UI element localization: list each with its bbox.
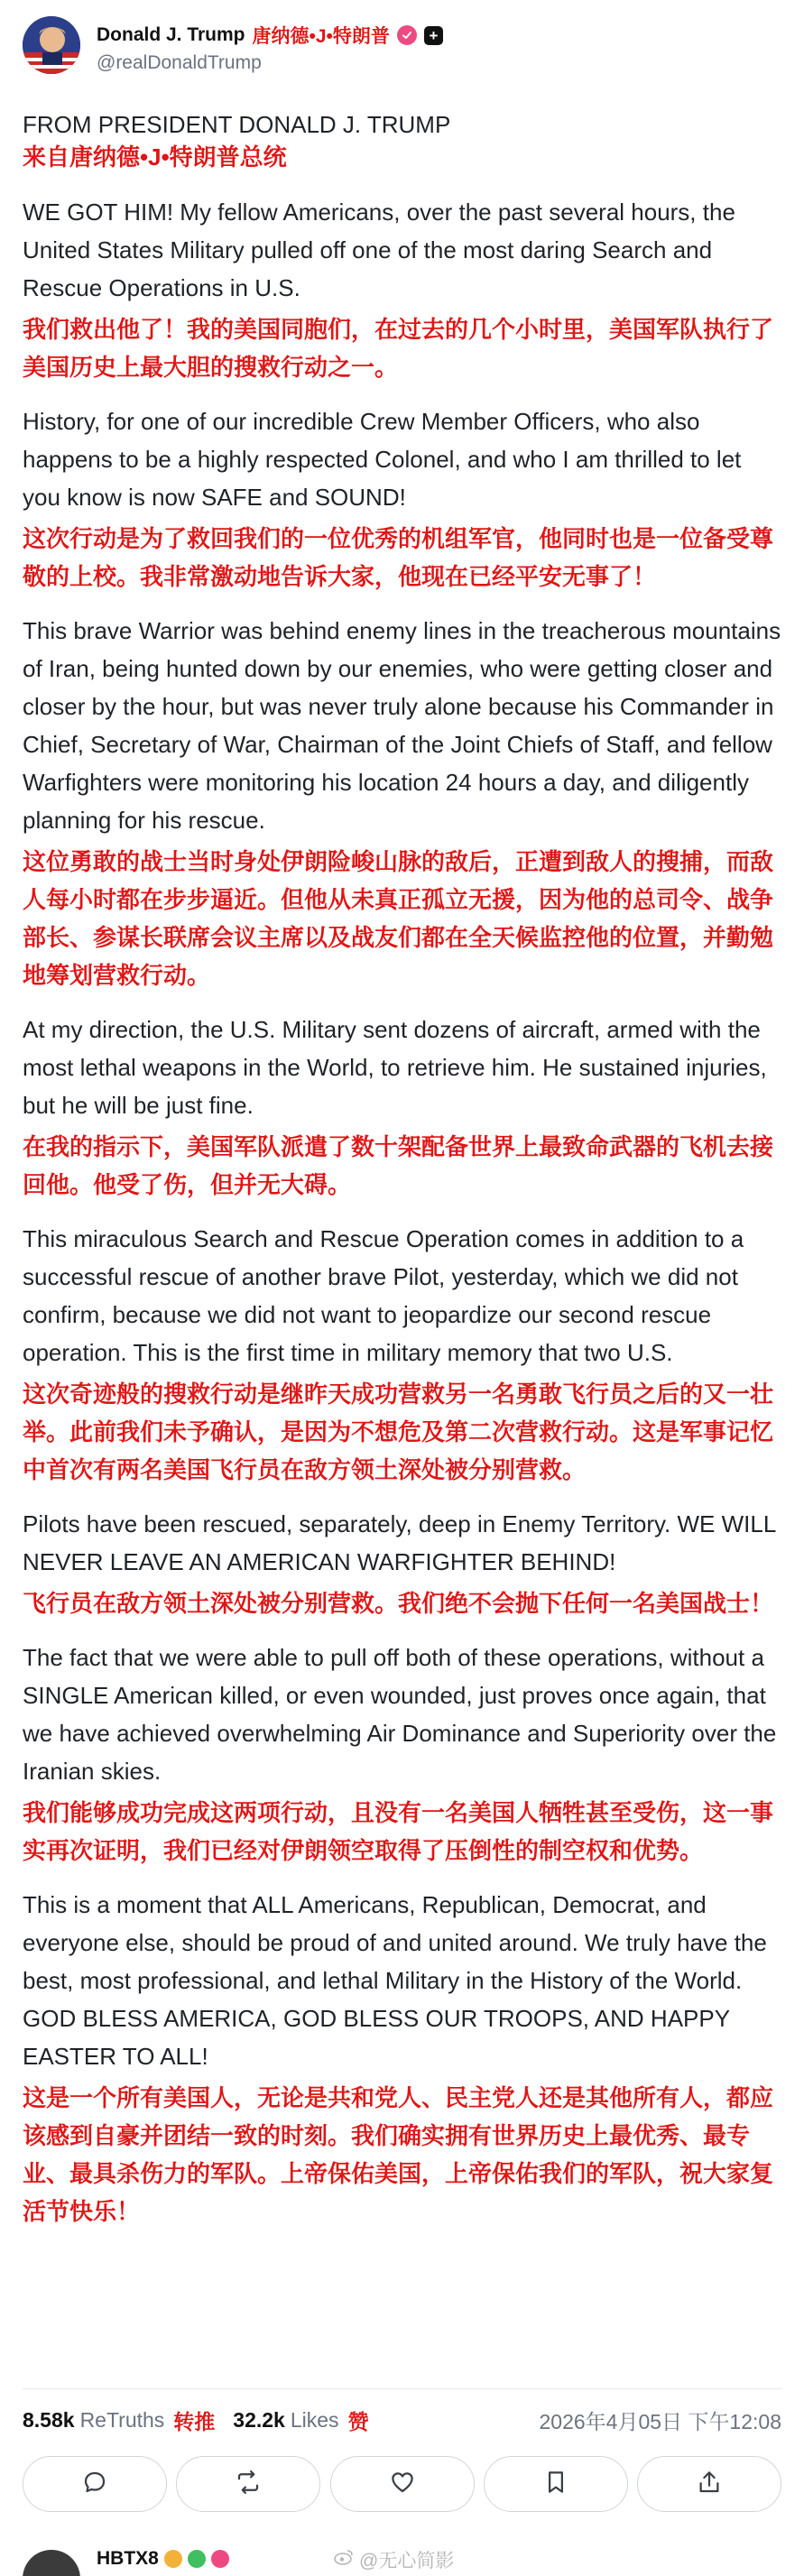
paragraph-zh: 我们能够成功完成这两项行动，且没有一名美国人牺牲甚至受伤，这一事实再次证明，我们已经对伊朗领空取得了压倒性的制空权和优势。 bbox=[23, 1799, 774, 1864]
retruth-button[interactable] bbox=[176, 2456, 320, 2512]
like-icon bbox=[389, 2469, 416, 2500]
paragraph-en: This is a moment that ALL Americans, Republican, Democrat, and everyone else, should be proud of and united around. We truly have the best, most professional, and lethal Military in the History of the World. GOD BLESS AMERICA, GOD BLESS OUR TROOPS, AND HAPPY EASTER TO ALL! bbox=[23, 1891, 767, 2070]
paragraph-en: This brave Warrior was behind enemy lines in the treacherous mountains of Iran, being hunted down by our enemies, who were getting closer and closer by the hour, but was never truly alone because his Commander in Chief, Secretary of War, Chairman of the Joint Chiefs of Staff, and fellow Warfighters were monitoring his location 24 hours a day, and diligently planning for his rescue. bbox=[23, 617, 781, 834]
likes-translation: 赞 bbox=[347, 2409, 369, 2433]
paragraph-en: The fact that we were able to pull off both of these operations, without a SINGLE American killed, or even wounded, just proves once again, that we have achieved overwhelming Air Dominance and Superiority over the Iranian skies. bbox=[23, 1644, 777, 1785]
next-post-author-row bbox=[97, 2548, 229, 2570]
emoji-icon bbox=[188, 2550, 206, 2568]
paragraph-zh: 在我的指示下，美国军队派遣了数十架配备世界上最致命武器的飞机去接回他。他受了伤，但并无大碍。 bbox=[23, 1133, 774, 1198]
paragraph-zh: 这次奇迹般的搜救行动是继昨天成功营救另一名勇敢飞行员之后的又一壮举。此前我们未予确认，是因为不想危及第二次营救行动。这是军事记忆中首次有两名美国飞行员在敌方领土深处被分别营救。 bbox=[23, 1380, 774, 1483]
paragraph-en: History, for one of our incredible Crew Member Officers, who also happens to be a highly respected Colonel, and who I am thrilled to let you know is now SAFE and SOUND! bbox=[23, 408, 742, 511]
watermark bbox=[334, 2546, 454, 2573]
author-name-translation: 唐纳德•J•特朗普 bbox=[252, 26, 390, 47]
author-handle[interactable]: @realDonaldTrump bbox=[97, 52, 262, 73]
reply-button[interactable] bbox=[23, 2456, 167, 2512]
next-post-author-name[interactable]: HBTX8 bbox=[97, 2548, 159, 2569]
paragraph-zh: 这次行动是为了救回我们的一位优秀的机组军官，他同时也是一位备受尊敬的上校。我非常激动地告诉大家，他现在已经平安无事了！ bbox=[23, 525, 774, 590]
emoji-icon bbox=[164, 2550, 182, 2568]
post-timestamp: 2026年4月05日 下午12:08 bbox=[539, 2409, 781, 2433]
divider bbox=[23, 2388, 781, 2389]
plus-badge-icon: + bbox=[424, 26, 443, 45]
post-body bbox=[23, 108, 785, 2247]
share-button[interactable] bbox=[637, 2456, 781, 2512]
post-title: FROM PRESIDENT DONALD J. TRUMP bbox=[23, 111, 451, 138]
retruths-label[interactable]: ReTruths bbox=[79, 2407, 165, 2432]
author-name-row bbox=[97, 22, 443, 49]
paragraph-en: This miraculous Search and Rescue Operation comes in addition to a successful rescue of another brave Pilot, yesterday, which we did not confirm, because we did not want to jeopardize our second rescue operation. This is the first time in military memory that two U.S. bbox=[23, 1225, 744, 1366]
share-icon bbox=[696, 2469, 723, 2500]
retruths-count[interactable]: 8.58k bbox=[23, 2407, 75, 2432]
post-stats bbox=[23, 2404, 781, 2436]
paragraph-zh: 这位勇敢的战士当时身处伊朗险峻山脉的敌后，正遭到敌人的搜捕，而敌人每小时都在步步逼近。但他从未真正孤立无援，因为他的总司令、战争部长、参谋长联席会议主席以及战友们都在全天候监控他的位置，并勤勉地筹划营救行动。 bbox=[23, 848, 774, 989]
avatar[interactable] bbox=[23, 16, 80, 74]
paragraph-en: At my direction, the U.S. Military sent dozens of aircraft, armed with the most lethal weapons in the World, to retrieve him. He sustained injuries, but he will be just fine. bbox=[23, 1016, 767, 1119]
paragraph-en: WE GOT HIM! My fellow Americans, over the past several hours, the United States Military pulled off one of the most daring Search and Rescue Operations in U.S. bbox=[23, 199, 735, 301]
post-title-translation: 来自唐纳德•J•特朗普总统 bbox=[23, 143, 287, 171]
likes-label[interactable]: Likes bbox=[290, 2407, 339, 2432]
verified-badge-icon bbox=[397, 25, 417, 45]
avatar-image bbox=[23, 16, 80, 74]
author-name[interactable]: Donald J. Trump bbox=[97, 24, 245, 45]
action-bar bbox=[23, 2456, 781, 2512]
post-header bbox=[23, 16, 781, 79]
watermark-text: @无心简影 bbox=[359, 2551, 455, 2571]
bookmark-button[interactable] bbox=[484, 2456, 628, 2512]
paragraph-zh: 这是一个所有美国人，无论是共和党人、民主党人还是其他所有人，都应该感到自豪并团结一致的时刻。我们确实拥有世界历史上最优秀、最专业、最具杀伤力的军队。上帝保佑美国，上帝保佑我们的军队，祝大家复活节快乐！ bbox=[23, 2084, 774, 2225]
weibo-icon bbox=[334, 2549, 354, 2571]
reply-icon bbox=[81, 2469, 108, 2500]
next-post-avatar[interactable] bbox=[23, 2550, 80, 2576]
bookmark-icon bbox=[542, 2469, 569, 2500]
verified-badge-icon bbox=[211, 2550, 229, 2568]
like-button[interactable] bbox=[330, 2456, 475, 2512]
paragraph-zh: 我们救出他了！我的美国同胞们，在过去的几个小时里，美国军队执行了美国历史上最大胆的搜救行动之一。 bbox=[23, 316, 774, 381]
retruth-icon bbox=[235, 2469, 262, 2500]
paragraph-en: Pilots have been rescued, separately, deep in Enemy Territory. WE WILL NEVER LEAVE AN AMERICAN WARFIGHTER BEHIND! bbox=[23, 1510, 776, 1575]
retruths-translation: 转推 bbox=[173, 2409, 216, 2433]
likes-count[interactable]: 32.2k bbox=[233, 2407, 285, 2432]
paragraph-zh: 飞行员在敌方领土深处被分别营救。我们绝不会抛下任何一名美国战士！ bbox=[23, 1590, 774, 1617]
